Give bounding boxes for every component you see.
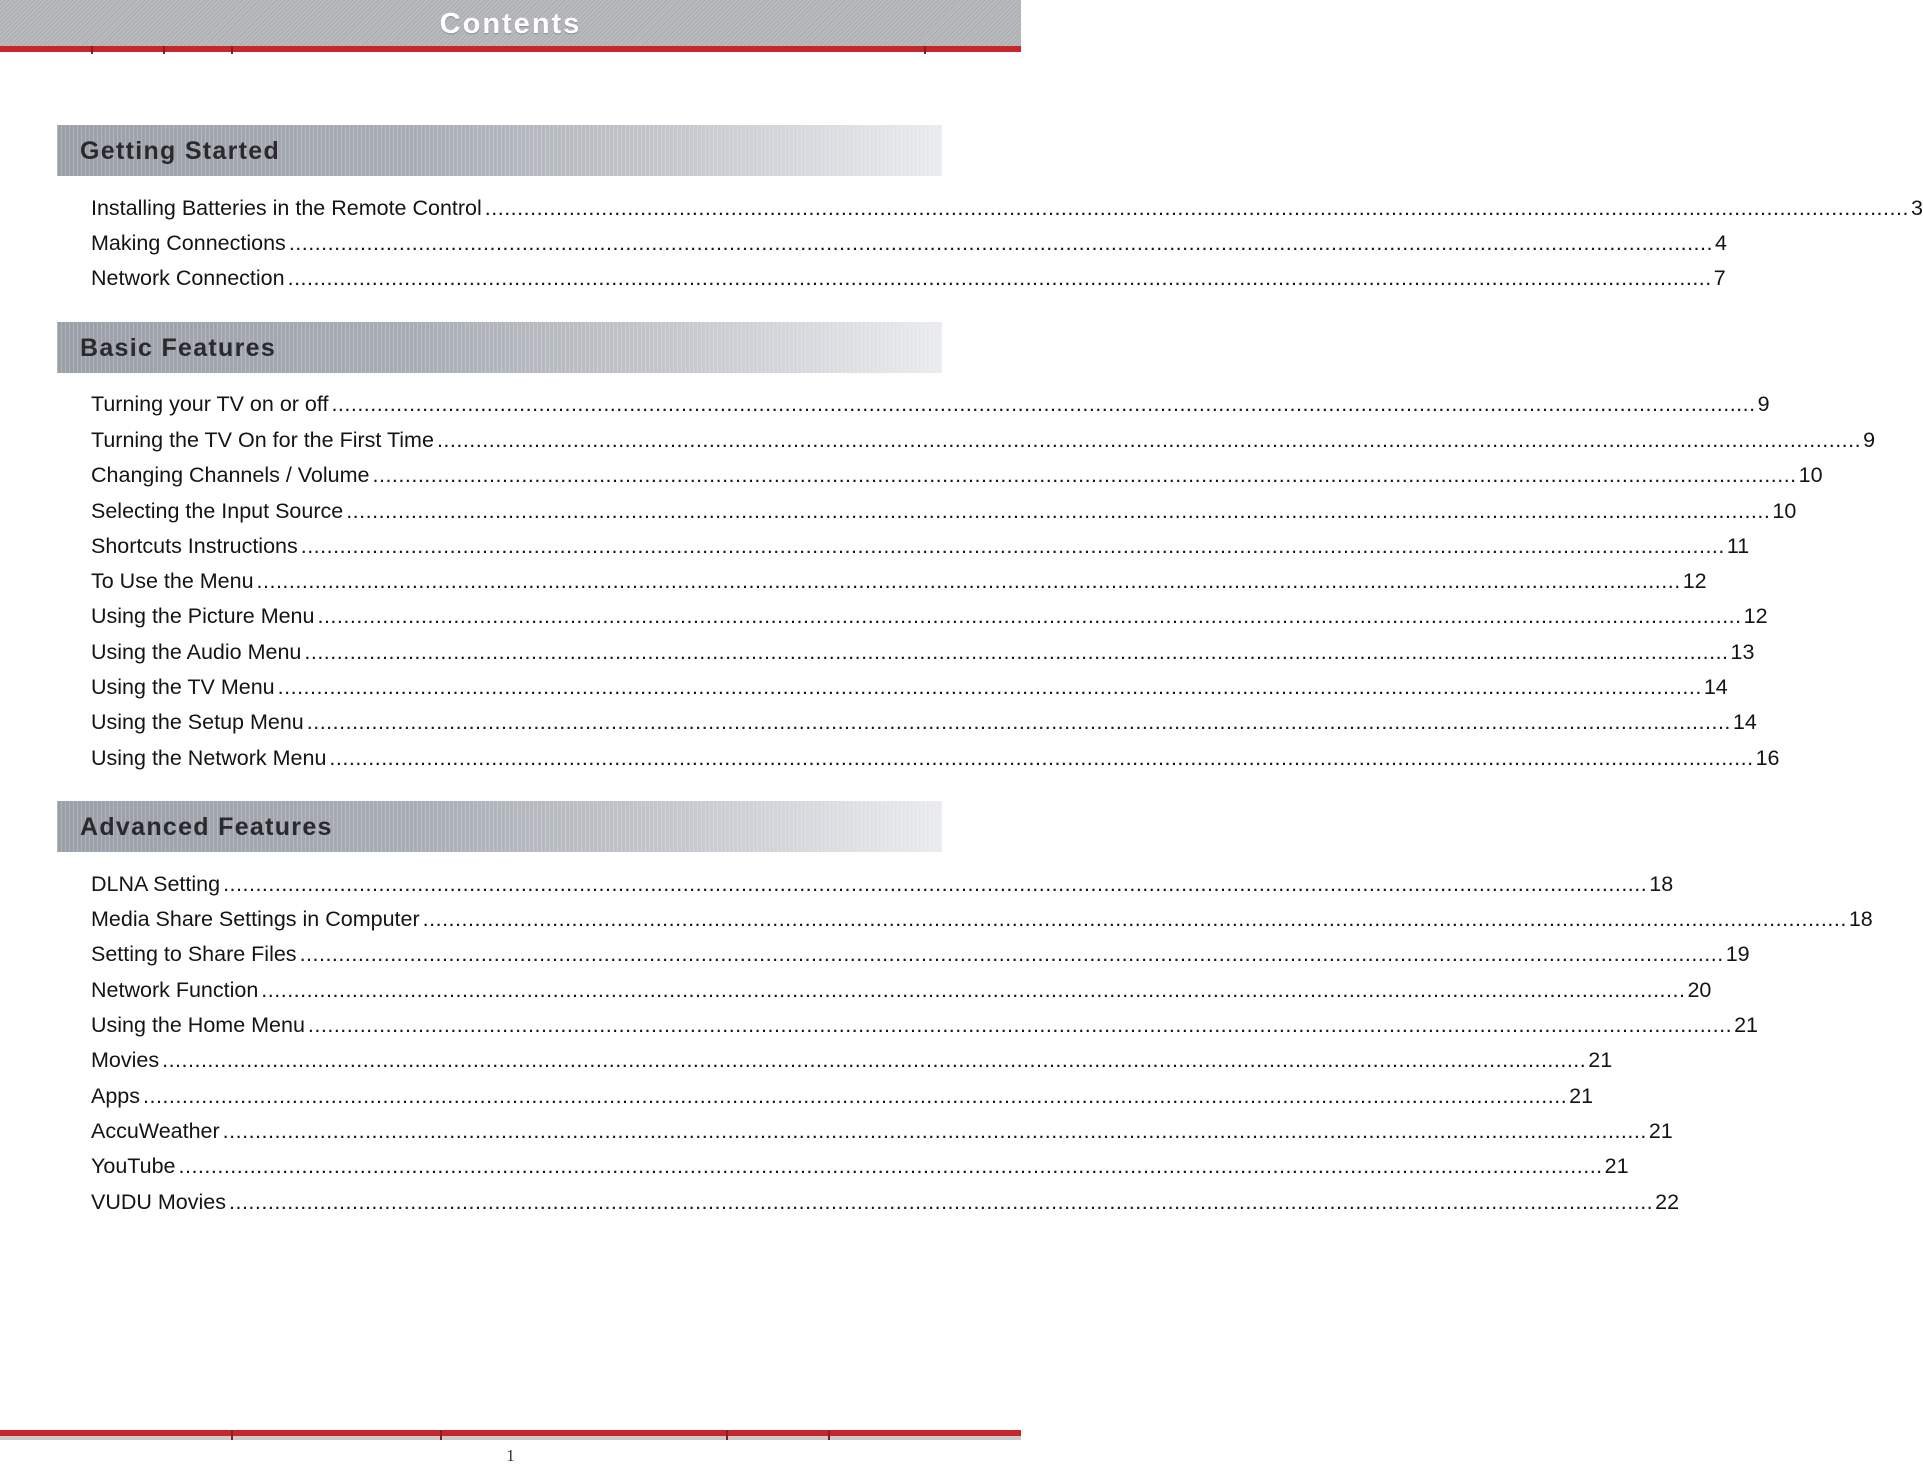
toc-entry-page: 11 <box>1726 534 1750 558</box>
toc-entry[interactable] <box>91 529 1750 559</box>
toc-entry[interactable] <box>91 937 1750 967</box>
toc-entry-title: Network Function <box>91 978 259 1002</box>
toc-entry-leader: ............................................................................................................................................................................................................................ <box>223 872 1648 896</box>
toc-entry-page: 21 <box>1734 1013 1758 1037</box>
toc-entry-page: 20 <box>1687 978 1712 1002</box>
toc-entry[interactable] <box>91 973 1712 1003</box>
footer-stripe-tick <box>440 1430 442 1440</box>
toc-entry-leader: ............................................................................................................................................................................................................................ <box>261 978 1686 1002</box>
toc-entry-title: Using the Network Menu <box>91 746 327 770</box>
toc-entry-leader: ............................................................................................................................................................................................................................ <box>307 1013 1733 1037</box>
toc-entry-page: 14 <box>1703 675 1728 699</box>
page-number: 1 <box>506 1446 515 1465</box>
footer-grey-stripe <box>0 1436 1021 1440</box>
toc-entry-title: Changing Channels / Volume <box>91 463 370 487</box>
section-header-advanced-features <box>57 801 942 852</box>
toc-entry-leader: ............................................................................................................................................................................................................................ <box>484 196 1909 220</box>
toc-entry-title: Using the TV Menu <box>91 675 275 699</box>
toc-entry[interactable] <box>91 226 1727 256</box>
toc-entry[interactable] <box>91 564 1707 594</box>
header-red-stripe <box>0 46 1021 52</box>
toc-entry-leader: ............................................................................................................................................................................................................................ <box>329 746 1754 770</box>
section-title: Advanced Features <box>80 813 333 841</box>
toc-entry-leader: ............................................................................................................................................................................................................................ <box>436 428 1862 452</box>
toc-entry[interactable] <box>91 1043 1613 1073</box>
toc-entry-leader: ............................................................................................................................................................................................................................ <box>300 534 1725 558</box>
section-header-basic-features <box>57 322 942 373</box>
toc-entry-leader: ............................................................................................................................................................................................................................ <box>277 675 1702 699</box>
header-stripe-tick <box>163 46 165 54</box>
toc-entry[interactable] <box>91 387 1770 417</box>
toc-entry[interactable] <box>91 458 1823 488</box>
toc-entry-page: 18 <box>1649 872 1674 896</box>
toc-entry-page: 19 <box>1725 942 1750 966</box>
toc-entry[interactable] <box>91 423 1876 453</box>
toc-entry-title: YouTube <box>91 1154 176 1178</box>
header-stripe-tick <box>91 46 93 54</box>
toc-entry-leader: ............................................................................................................................................................................................................................ <box>299 942 1724 966</box>
toc-entry[interactable] <box>91 902 1873 932</box>
toc-entry-title: Selecting the Input Source <box>91 499 344 523</box>
header-stripe-tick <box>924 46 926 54</box>
toc-entry-page: 12 <box>1682 569 1707 593</box>
toc-entry-leader: ............................................................................................................................................................................................................................ <box>422 907 1847 931</box>
toc-entry-leader: ............................................................................................................................................................................................................................ <box>229 1190 1654 1214</box>
toc-entry[interactable] <box>91 599 1768 629</box>
toc-entry-title: To Use the Menu <box>91 569 254 593</box>
toc-entry[interactable] <box>91 494 1797 524</box>
toc-entry-page: 12 <box>1743 604 1768 628</box>
toc-entry-title: Using the Picture Menu <box>91 604 315 628</box>
toc-entry[interactable] <box>91 670 1728 700</box>
toc-entry[interactable] <box>91 191 1923 221</box>
header-stripe-tick <box>231 46 233 54</box>
toc-entry-leader: ............................................................................................................................................................................................................................ <box>288 231 1713 255</box>
toc-entry-title: Shortcuts Instructions <box>91 534 298 558</box>
toc-entry-title: Making Connections <box>91 231 286 255</box>
toc-entry-leader: ............................................................................................................................................................................................................................ <box>287 266 1712 290</box>
toc-entry-page: 9 <box>1757 392 1770 416</box>
toc-entry-title: Movies <box>91 1048 160 1072</box>
toc-entry-leader: ............................................................................................................................................................................................................................ <box>331 392 1756 416</box>
toc-entry[interactable] <box>91 1149 1629 1179</box>
toc-entry-page: 13 <box>1730 640 1755 664</box>
toc-entry-page: 4 <box>1714 231 1727 255</box>
toc-entry[interactable] <box>91 635 1755 665</box>
toc-entry[interactable] <box>91 261 1726 291</box>
toc-entry-title: Media Share Settings in Computer <box>91 907 420 931</box>
toc-entry-page: 14 <box>1732 710 1757 734</box>
toc-entry-leader: ............................................................................................................................................................................................................................ <box>222 1119 1647 1143</box>
toc-entry[interactable] <box>91 1185 1680 1215</box>
toc-entry[interactable] <box>91 705 1757 735</box>
toc-entry-title: Installing Batteries in the Remote Control <box>91 196 482 220</box>
toc-entry-title: Apps <box>91 1084 141 1108</box>
toc-entry-title: VUDU Movies <box>91 1190 226 1214</box>
toc-entry-leader: ............................................................................................................................................................................................................................ <box>346 499 1771 523</box>
toc-entry-page: 21 <box>1604 1154 1629 1178</box>
toc-entry[interactable] <box>91 1079 1594 1109</box>
toc-entry-leader: ............................................................................................................................................................................................................................ <box>256 569 1681 593</box>
toc-entry-title: DLNA Setting <box>91 872 221 896</box>
toc-entry-page: 7 <box>1713 266 1726 290</box>
toc-entry-page: 21 <box>1648 1119 1673 1143</box>
toc-entry[interactable] <box>91 1008 1758 1038</box>
toc-entry-page: 21 <box>1588 1048 1613 1072</box>
toc-entry-title: Setting to Share Files <box>91 942 297 966</box>
toc-entry-leader: ............................................................................................................................................................................................................................ <box>317 604 1742 628</box>
toc-entry-page: 9 <box>1863 428 1876 452</box>
toc-entry-leader: ............................................................................................................................................................................................................................ <box>372 463 1797 487</box>
toc-entry[interactable] <box>91 741 1780 771</box>
toc-entry[interactable] <box>91 1114 1673 1144</box>
section-title: Basic Features <box>80 334 277 362</box>
toc-entry-page: 18 <box>1848 907 1873 931</box>
section-header-getting-started <box>57 125 942 176</box>
toc-entry-page: 22 <box>1655 1190 1680 1214</box>
footer-stripe-tick <box>231 1430 233 1440</box>
toc-entry-title: Using the Setup Menu <box>91 710 304 734</box>
toc-entry-leader: ............................................................................................................................................................................................................................ <box>162 1048 1587 1072</box>
toc-entry-title: Using the Home Menu <box>91 1013 305 1037</box>
section-title: Getting Started <box>80 137 281 165</box>
toc-entry-title: Turning the TV On for the First Time <box>91 428 434 452</box>
toc-entry-title: Turning your TV on or off <box>91 392 329 416</box>
toc-entry-title: Using the Audio Menu <box>91 640 302 664</box>
toc-entry-leader: ............................................................................................................................................................................................................................ <box>143 1084 1568 1108</box>
toc-entry-leader: ............................................................................................................................................................................................................................ <box>306 710 1731 734</box>
toc-entry-page: 10 <box>1798 463 1823 487</box>
toc-entry-leader: ............................................................................................................................................................................................................................ <box>178 1154 1603 1178</box>
toc-entry-page: 3 <box>1910 196 1923 220</box>
toc-entry-page: 21 <box>1569 1084 1594 1108</box>
toc-entry-page: 10 <box>1772 499 1797 523</box>
toc-entry-title: AccuWeather <box>91 1119 220 1143</box>
footer-stripe-tick <box>828 1430 830 1440</box>
footer-stripe-tick <box>726 1430 728 1440</box>
page-title: Contents <box>439 8 582 40</box>
toc-entry[interactable] <box>91 867 1674 897</box>
toc-entry-page: 16 <box>1755 746 1780 770</box>
toc-entry-title: Network Connection <box>91 266 285 290</box>
toc-entry-leader: ............................................................................................................................................................................................................................ <box>304 640 1729 664</box>
